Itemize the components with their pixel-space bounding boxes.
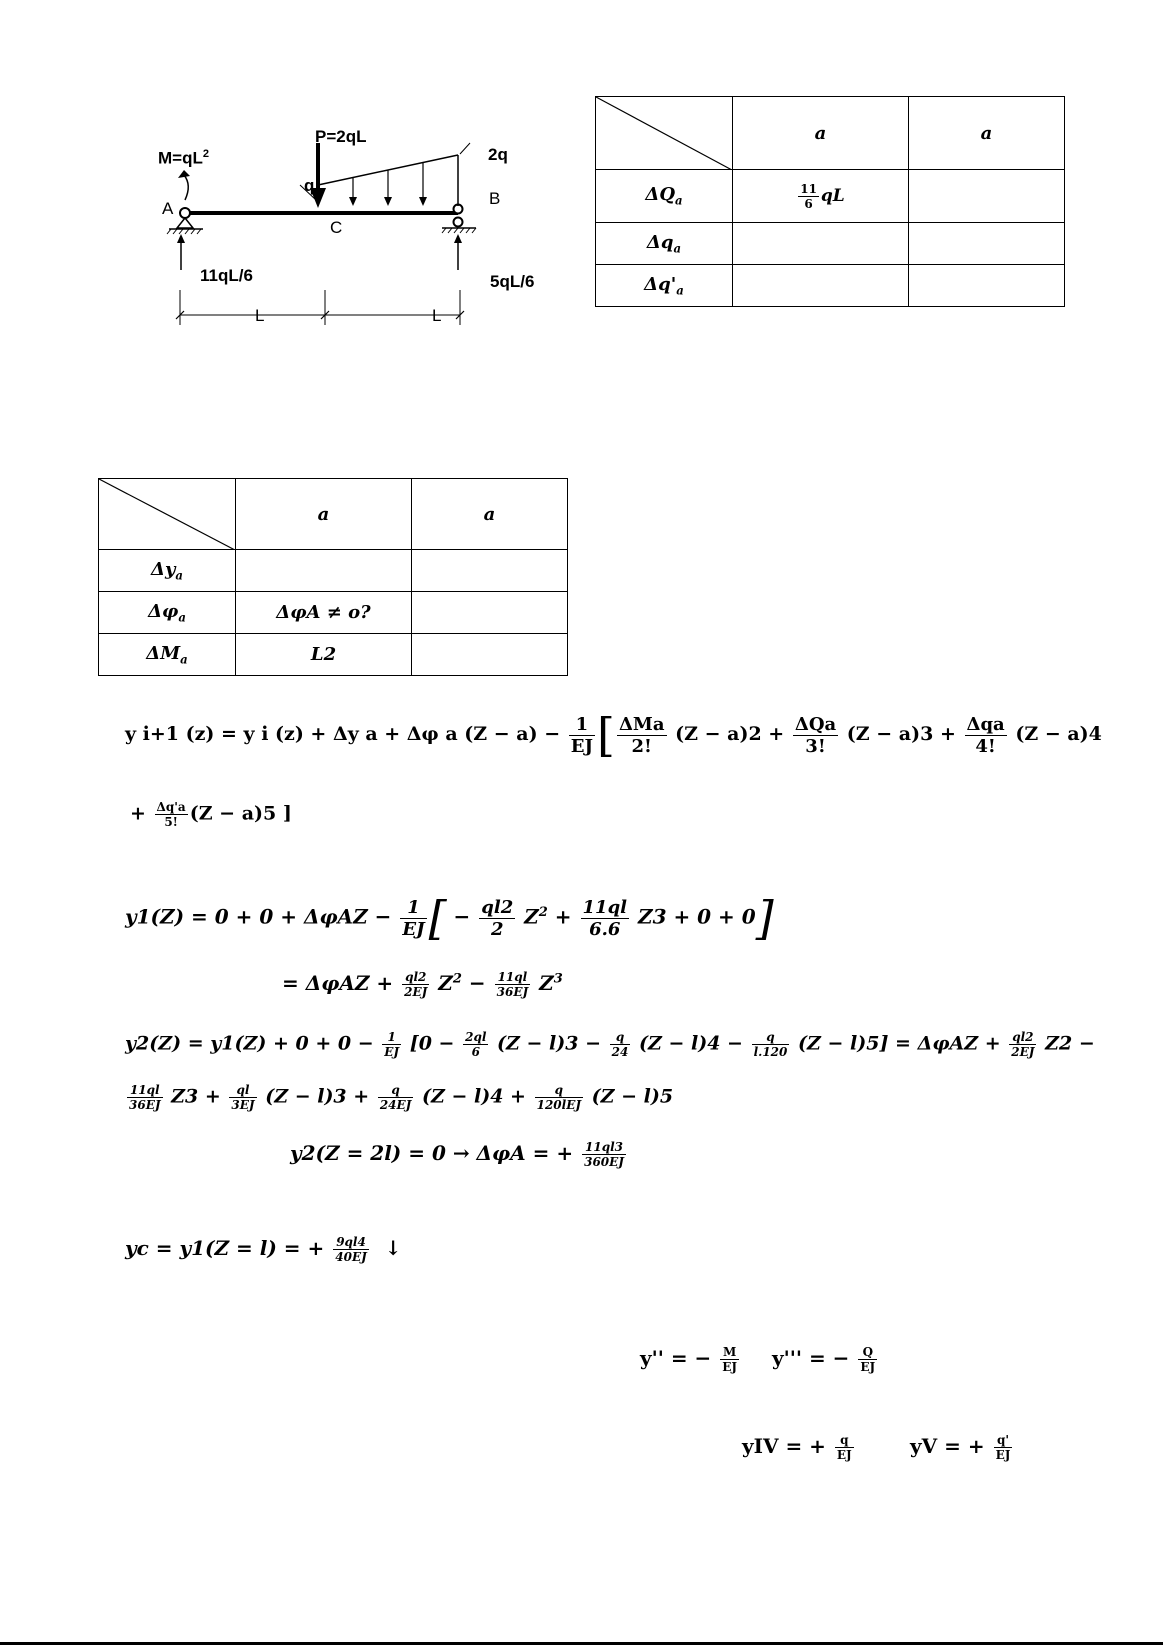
point-b-label: B bbox=[489, 189, 501, 208]
table1-cell bbox=[909, 223, 1065, 265]
reaction-b-label: 5qL/6 bbox=[490, 272, 535, 291]
table1-header-1: a bbox=[733, 97, 909, 170]
yc-equation: yc = y1(Z = l) = + $\frac{9ql4}{40EJ}$ ↓ bbox=[125, 1235, 402, 1264]
table2-row-label: $\Delta\varphi_a$ bbox=[99, 592, 236, 634]
table1-cell bbox=[733, 223, 909, 265]
point-a-label: A bbox=[162, 199, 174, 218]
y2-equation-line2: $\frac{11ql}{36EJ}$ Z3 + $\frac{ql}{3EJ}$ (Z − l)3 + $\frac{q}{24EJ}$ (Z − l)4 + $\frac{q}{\text{120lEJ}}$ (Z − l)5 bbox=[129, 1083, 674, 1112]
point-c-label: C bbox=[330, 218, 343, 237]
span-1-label: L bbox=[255, 306, 265, 325]
table-shear-load bbox=[595, 96, 1065, 307]
general-equation: y i+1 (z) = y i (z) + Δy a + Δφ a (Z − a) − $\frac{1}{EJ}$ [ $\frac{\text{ΔMa}}{2!}$ (Z − a)2 + $\frac{\text{ΔQa}}{3!}$ (Z − a)3 + $\frac{\text{Δqa}}{4!}$ (Z − a)4 bbox=[125, 708, 1102, 762]
table2-row-label: $\Delta y_a$ bbox=[99, 550, 236, 592]
table1-cell bbox=[909, 265, 1065, 307]
table1-corner-cell bbox=[596, 97, 733, 170]
span-2-label: L bbox=[432, 306, 442, 325]
down-arrow-icon: ↓ bbox=[384, 1236, 402, 1260]
table1-cell bbox=[909, 170, 1065, 223]
load-2q-label: 2q bbox=[488, 145, 508, 164]
moment-label: $M=qL^2$ bbox=[158, 148, 210, 168]
table1-header-2: a bbox=[909, 97, 1065, 170]
table2-cell bbox=[412, 634, 568, 676]
relation-shear: y''' = − $\frac{Q}{EJ}$ bbox=[772, 1345, 876, 1374]
moment-arrow bbox=[184, 175, 188, 200]
table2-corner-cell bbox=[99, 479, 236, 550]
relation-load-derivative: yV = + $\frac{q'}{EJ}$ bbox=[910, 1433, 1011, 1462]
support-b-roller-2 bbox=[454, 218, 463, 227]
y2-equation-line1: y2(Z) = y1(Z) + 0 + 0 − $\frac{1}{EJ}$ [0 − $\frac{2ql}{6}$ (Z − l)3 − $\frac{q}{24}$ (Z − l)4 − $\frac{q}{l.120}$ (Z − l)5] = ΔφAZ + $\frac{ql2}{2EJ}$ Z2 − bbox=[125, 1030, 1095, 1059]
table-deflection-moment bbox=[98, 478, 568, 676]
table1-row-label: $\Delta Q_a$ bbox=[596, 170, 733, 223]
table1-row-label: $\Delta q'_a$ bbox=[596, 265, 733, 307]
relation-moment: y'' = − $\frac{M}{EJ}$ bbox=[640, 1345, 738, 1374]
relation-load: yIV = + $\frac{q}{EJ}$ bbox=[742, 1433, 852, 1462]
boundary-condition: y2(Z = 2l) = 0 → ΔφA = + $\frac{11ql3}{360EJ}$ bbox=[290, 1140, 624, 1169]
support-a-pin bbox=[180, 208, 190, 218]
table2-row-label: $\Delta M_a$ bbox=[99, 634, 236, 676]
table2-cell bbox=[412, 550, 568, 592]
table2-cell: ΔφA ≠ o? bbox=[236, 592, 412, 634]
support-a bbox=[177, 218, 193, 228]
table2-cell bbox=[236, 550, 412, 592]
table2-cell bbox=[412, 592, 568, 634]
reaction-a-label: 11qL/6 bbox=[200, 266, 253, 285]
load-q-label: q bbox=[304, 176, 315, 195]
y1-equation: y1(Z) = 0 + 0 + ΔφAZ − $\frac{1}{EJ}$ [ − $\frac{ql2}{2}$ $Z^2$ + $\frac{11ql}{6.6}$ Z3 + 0 + 0] bbox=[125, 891, 774, 945]
general-equation-continued: + $\frac{\Delta q'a}{5!}$ (Z − a)5 ] bbox=[130, 800, 292, 829]
table2-header-1: a bbox=[236, 479, 412, 550]
table2-cell: L2 bbox=[236, 634, 412, 676]
load-p-label: P=2qL bbox=[315, 127, 367, 146]
table1-row-label: $\Delta q_a$ bbox=[596, 223, 733, 265]
table1-cell: $\frac{11}{6}$ qL bbox=[733, 170, 909, 223]
table1-cell bbox=[733, 265, 909, 307]
y1-equation-line2: = ΔφAZ + $\frac{ql2}{2EJ}$ $Z^2$ − $\frac{11ql}{36EJ}$ $Z^3$ bbox=[282, 970, 563, 999]
table2-header-2: a bbox=[412, 479, 568, 550]
